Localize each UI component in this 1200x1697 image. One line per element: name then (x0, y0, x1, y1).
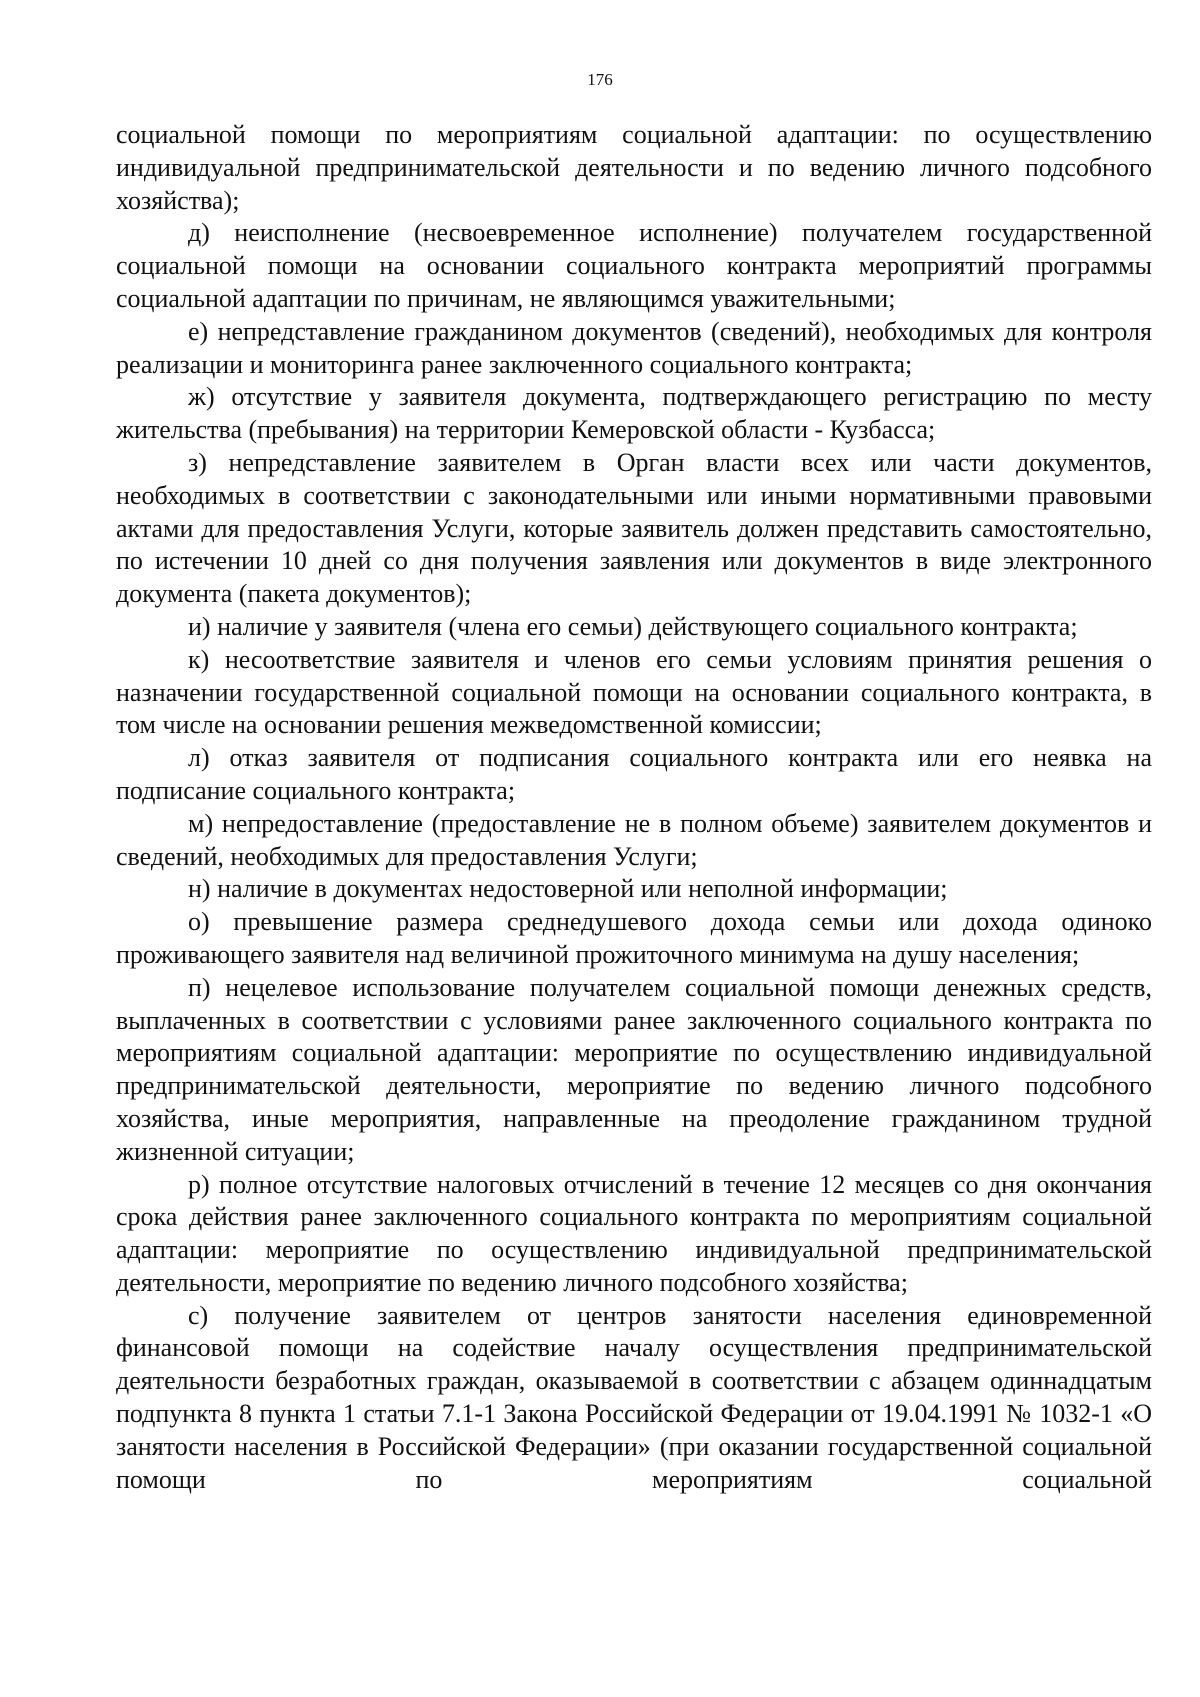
paragraph-item-zh: ж) отсутствие у заявителя документа, подтверждающего регистрацию по месту жительства (пребывания) на территории Кемеровской области - Кузбасса; (116, 382, 1152, 445)
paragraph-item-z: з) непредставление заявителем в Орган власти всех или части документов, необходимых в соответствии с законодательными или иными нормативными правовыми актами для предоставления Услуги, которые заявитель должен представить самостоятельно, по истечении 10 дней со дня получения заявления или документов в виде электронного документа (пакета документов); (116, 447, 1152, 609)
paragraph-item-e: е) непредставление гражданином документов (сведений), необходимых для контроля реализации и мониторинга ранее заключенного социального контракта; (116, 316, 1152, 379)
paragraph-continuation: социальной помощи по мероприятиям социальной адаптации: по осуществлению индивидуальной предпринимательской деятельности и по ведению личного подсобного хозяйства); (116, 120, 1152, 215)
paragraph-item-d: д) неисполнение (несвоевременное исполнение) получателем государственной социальной помощи на основании социального контракта мероприятий программы социальной адаптации по причинам, не являющимся уважительными; (116, 218, 1152, 313)
paragraph-item-k: к) несоответствие заявителя и членов его семьи условиям принятия решения о назначении государственной социальной помощи на основании социального контракта, в том числе на основании решения межведомственной комиссии; (116, 644, 1152, 740)
paragraph-item-s: с) получение заявителем от центров занятости населения единовременной финансовой помощи на содействие началу осуществления предпринимательской деятельности безработных граждан, оказываемой в соответствии с абзацем одиннадцатым подпункта 8 пункта 1 статьи 7.1-1 Закона Российской Федерации от 19.04.1991 № 1032-1 «О занятости населения в Российской Федерации» (при оказании государственной социальной помощи по мероприятиям социальной (116, 1300, 1152, 1494)
paragraph-item-i: и) наличие у заявителя (члена его семьи) действующего социального контракта; (188, 611, 1078, 641)
paragraph-item-l: л) отказ заявителя от подписания социального контракта или его неявка на подписание социального контракта; (116, 743, 1152, 805)
paragraph-item-m: м) непредоставление (предоставление не в полном объеме) заявителем документов и сведений, необходимых для предоставления Услуги; (116, 808, 1152, 871)
paragraph-item-o: о) превышение размера среднедушевого дохода семьи или дохода одиноко проживающего заявителя над величиной прожиточного минимума на душу населения; (116, 907, 1152, 969)
paragraph-item-p: п) нецелевое использование получателем социальной помощи денежных средств, выплаченных в соответствии с условиями ранее заключенного социального контракта по мероприятиям социальной адаптации: мероприятие по осуществлению индивидуальной предпринимательской деятельности, мероприятие по ведению личного подсобного хозяйства, иные мероприятия, направленные на преодоление гражданином трудной жизненной ситуации; (116, 972, 1152, 1166)
document-body (116, 119, 1152, 1496)
page-number: 176 (587, 70, 613, 89)
paragraph-item-n: н) наличие в документах недостоверной или неполной информации; (188, 874, 948, 904)
paragraph-item-r: р) полное отсутствие налоговых отчислений в течение 12 месяцев со дня окончания срока действия ранее заключенного социального контракта по мероприятиям социальной адаптации: мероприятие по осуществлению индивидуальной предпринимательской деятельности, мероприятие по ведению личного подсобного хозяйства; (116, 1169, 1152, 1297)
